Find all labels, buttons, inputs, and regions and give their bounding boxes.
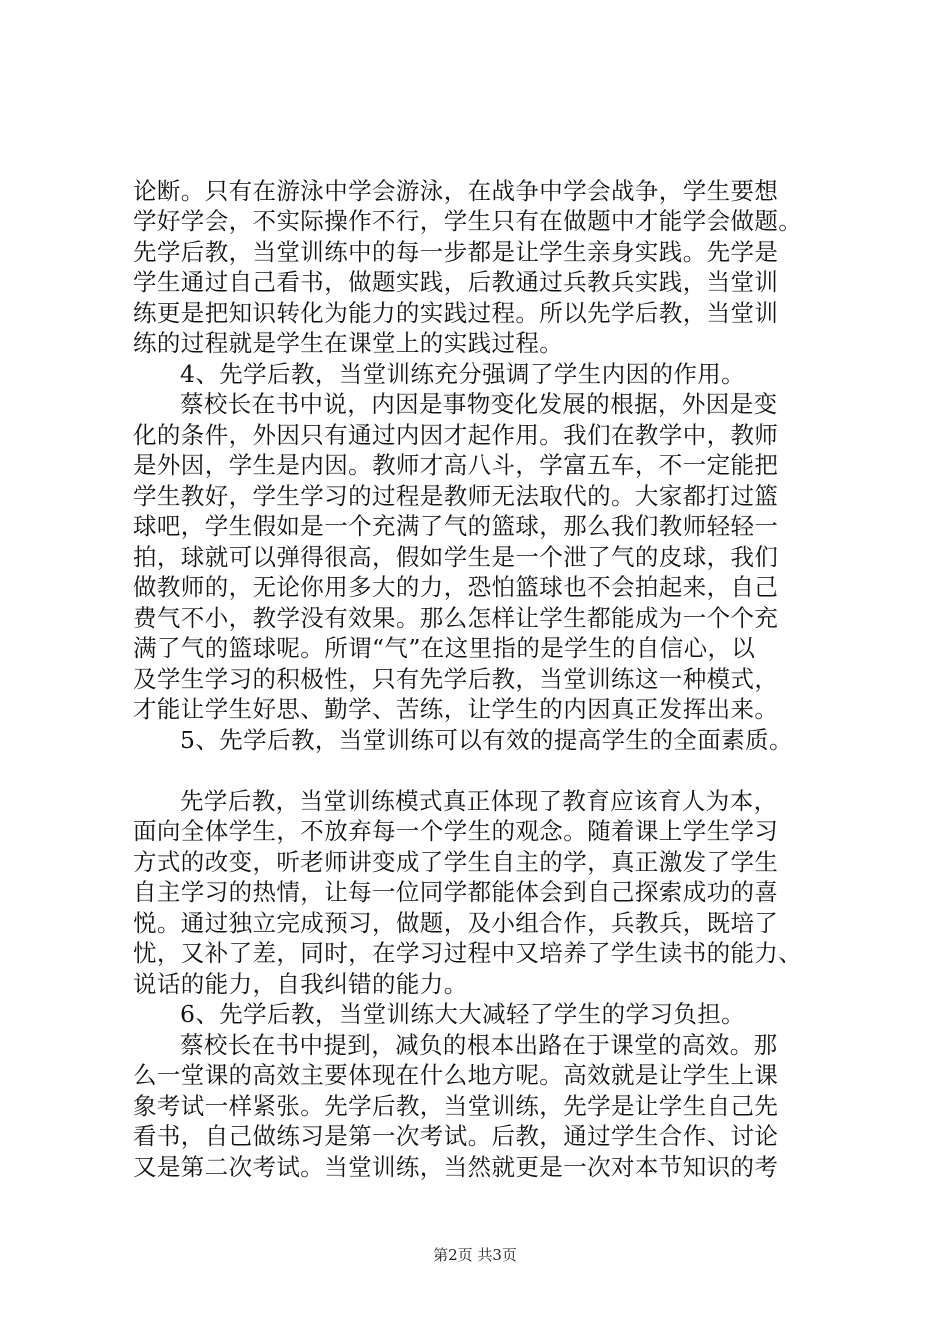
text-line: 蔡校长在书中提到，减负的根本出路在于课堂的高效。那 bbox=[180, 1031, 778, 1059]
text-line: 又是第二次考试。当堂训练，当然就更是一次对本节知识的考 bbox=[133, 1153, 779, 1181]
text-line: 自主学习的热情，让每一位同学都能体会到自己探索成功的喜 bbox=[133, 878, 779, 906]
text-line: 先学后教，当堂训练中的每一步都是让学生亲身实践。先学是 bbox=[133, 238, 779, 266]
text-line: 做教师的，无论你用多大的力，恐怕篮球也不会拍起来，自己 bbox=[133, 573, 779, 601]
text-line: 才能让学生好思、勤学、苦练，让学生的内因真正发挥出来。 bbox=[133, 695, 779, 723]
text-line: 学生教好，学生学习的过程是教师无法取代的。大家都打过篮 bbox=[133, 482, 779, 510]
text-line: 先学后教，当堂训练模式真正体现了教育应该育人为本， bbox=[180, 787, 778, 815]
text-line: 是外因，学生是内因。教师才高八斗，学富五车，不一定能把 bbox=[133, 451, 779, 479]
text-line: 满了气的篮球呢。所谓“气”在这里指的是学生的自信心，以 bbox=[133, 634, 756, 662]
text-line: 球吧，学生假如是一个充满了气的篮球，那么我们教师轻轻一 bbox=[133, 512, 779, 540]
text-line: 忧，又补了差，同时，在学习过程中又培养了学生读书的能力、 bbox=[133, 939, 803, 967]
text-line: 方式的改变，听老师讲变成了学生自主的学，真正激发了学生 bbox=[133, 848, 779, 876]
text-line: 象考试一样紧张。先学后教，当堂训练，先学是让学生自己先 bbox=[133, 1092, 779, 1120]
text-line: 说话的能力，自我纠错的能力。 bbox=[133, 970, 468, 998]
text-line: 悦。通过独立完成预习，做题，及小组合作，兵教兵，既培了 bbox=[133, 909, 779, 937]
section-heading-4: 4、先学后教，当堂训练充分强调了学生内因的作用。 bbox=[180, 360, 746, 388]
text-line: 费气不小，教学没有效果。那么怎样让学生都能成为一个个充 bbox=[133, 604, 779, 632]
text-line: 练更是把知识转化为能力的实践过程。所以先学后教，当堂训 bbox=[133, 299, 779, 327]
text-line: 练的过程就是学生在课堂上的实践过程。 bbox=[133, 329, 564, 357]
text-line: 看书，自己做练习是第一次考试。后教，通过学生合作、讨论 bbox=[133, 1122, 779, 1150]
text-line: 面向全体学生，不放弃每一个学生的观念。随着课上学生学习 bbox=[133, 817, 779, 845]
page-footer: 第2页 共3页 bbox=[433, 1246, 517, 1264]
text-line: 论断。只有在游泳中学会游泳，在战争中学会战争，学生要想 bbox=[133, 177, 779, 205]
text-line: 学好学会，不实际操作不行，学生只有在做题中才能学会做题。 bbox=[133, 207, 803, 235]
text-line: 学生通过自己看书，做题实践，后教通过兵教兵实践，当堂训 bbox=[133, 268, 779, 296]
text-line: 蔡校长在书中说，内因是事物变化发展的根据，外因是变 bbox=[180, 390, 778, 418]
text-line: 及学生学习的积极性，只有先学后教，当堂训练这一种模式， bbox=[133, 665, 779, 693]
text-line: 么一堂课的高效主要体现在什么地方呢。高效就是让学生上课 bbox=[133, 1061, 779, 1089]
section-heading-6: 6、先学后教，当堂训练大大减轻了学生的学习负担。 bbox=[180, 1000, 746, 1028]
text-line: 拍，球就可以弹得很高，假如学生是一个泄了气的皮球，我们 bbox=[133, 543, 779, 571]
section-heading-5: 5、先学后教，当堂训练可以有效的提高学生的全面素质。 bbox=[180, 726, 793, 754]
text-line: 化的条件，外因只有通过内因才起作用。我们在教学中，教师 bbox=[133, 421, 779, 449]
